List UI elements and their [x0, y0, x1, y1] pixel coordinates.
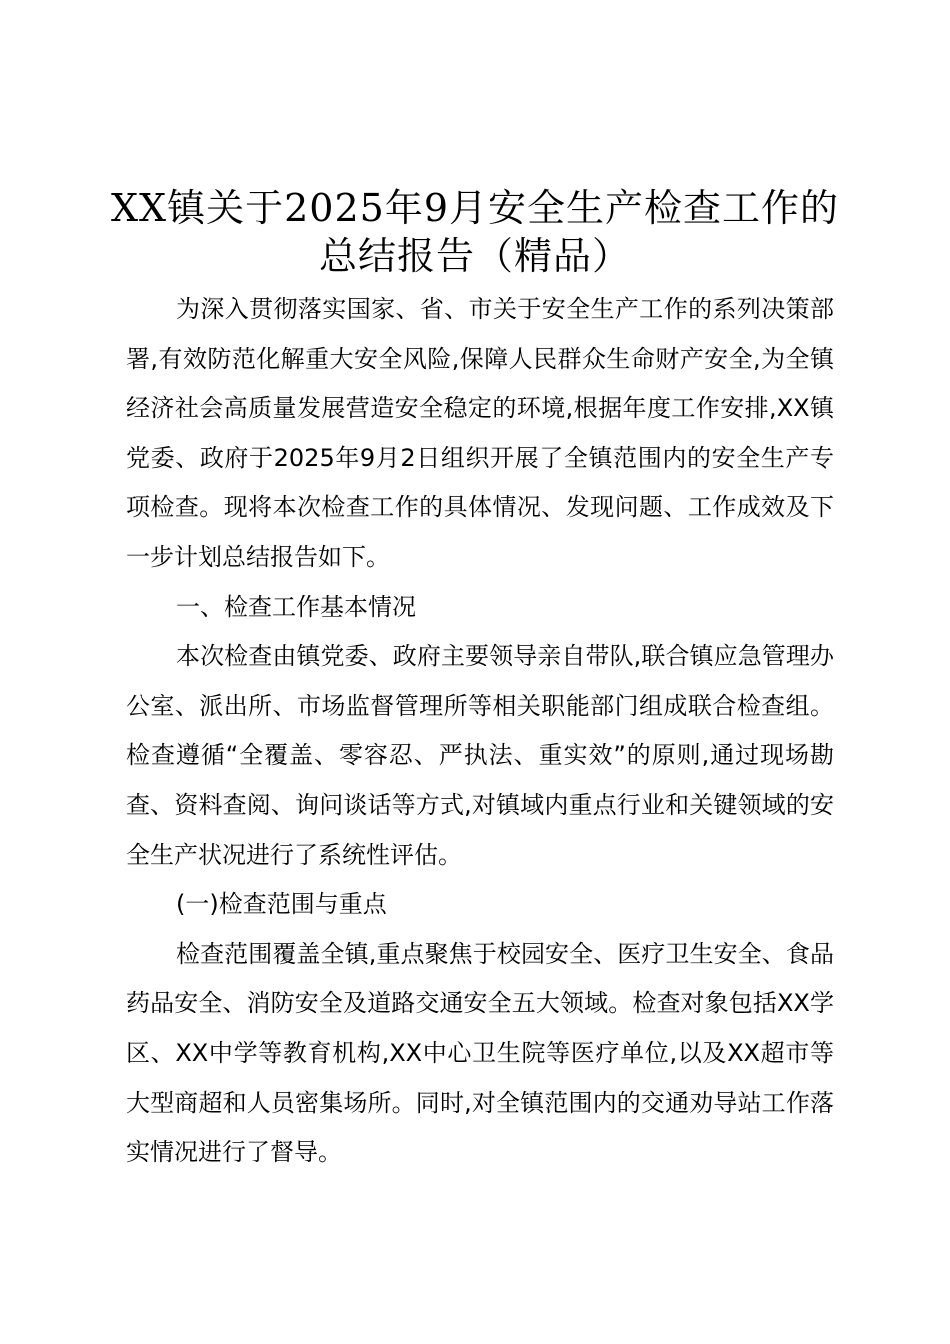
document-title: XX镇关于2025年9月安全生产检查工作的总结报告（精品）	[111, 186, 839, 278]
subsection-heading-1: (一)检查范围与重点	[176, 890, 387, 919]
section-heading-1: 一、检查工作基本情况	[176, 592, 416, 621]
document-body	[126, 285, 834, 1178]
section-1-paragraph: 本次检查由镇党委、政府主要领导亲自带队,联合镇应急管理办公室、派出所、市场监督管理所等相关职能部门组成联合检查组。检查遵循“全覆盖、零容忍、严执法、重实效”的原则,通过现场勘查、资料查阅、询问谈话等方式,对镇域内重点行业和关键领域的安全生产状况进行了系统性评估。	[126, 642, 834, 869]
intro-paragraph: 为深入贯彻落实国家、省、市关于安全生产工作的系列决策部署,有效防范化解重大安全风险,保障人民群众生命财产安全,为全镇经济社会高质量发展营造安全稳定的环境,根据年度工作安排,XX镇党委、政府于2025年9月2日组织开展了全镇范围内的安全生产专项检查。现将本次检查工作的具体情况、发现问题、工作成效及下一步计划总结报告如下。	[126, 295, 834, 571]
subsection-1-paragraph: 检查范围覆盖全镇,重点聚焦于校园安全、医疗卫生安全、食品药品安全、消防安全及道路交通安全五大领域。检查对象包括XX学区、XX中学等教育机构,XX中心卫生院等医疗单位,以及XX超市等大型商超和人员密集场所。同时,对全镇范围内的交通劝导站工作落实情况进行了督导。	[126, 939, 834, 1167]
